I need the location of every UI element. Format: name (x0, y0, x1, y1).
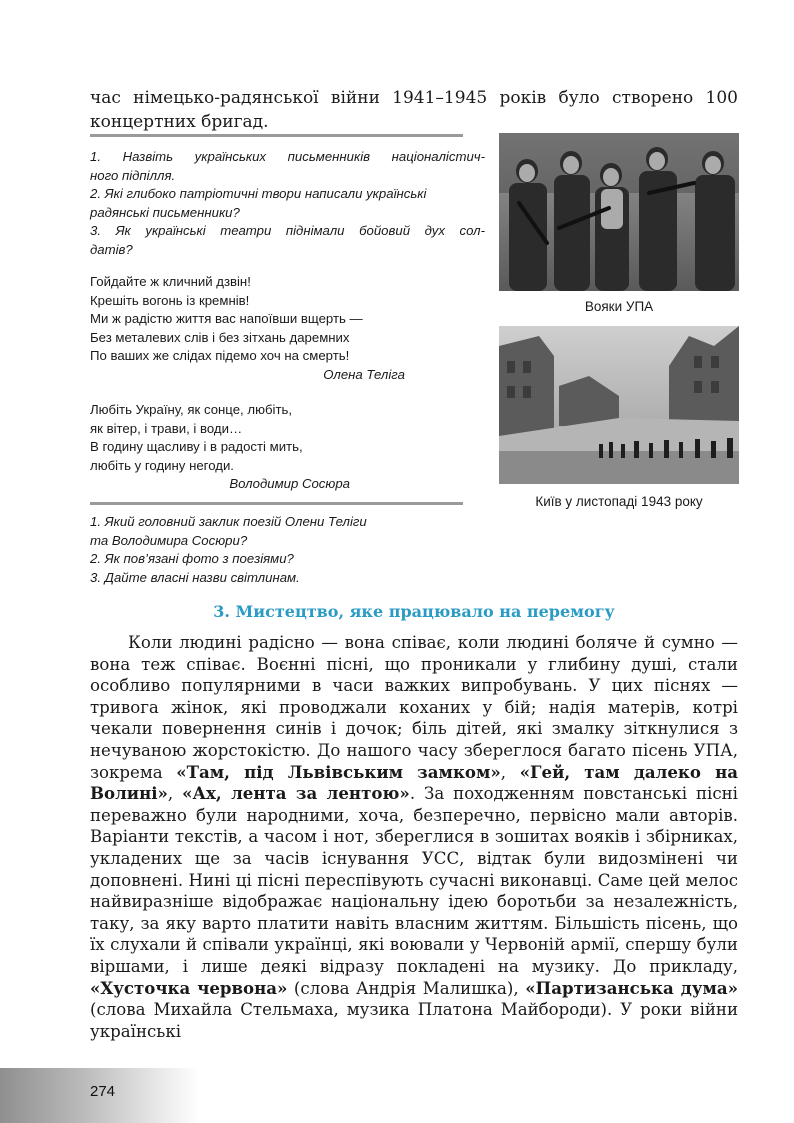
poem-line: Без металевих слів і без зітхань даремних (90, 329, 350, 345)
poem-author: Олена Теліга (323, 366, 405, 382)
question-line: 2. Як пов’язані фото з поезіями? (90, 551, 294, 566)
poem-line: Любіть Україну, як сонце, любіть, (90, 402, 293, 417)
poem-line: Гойдайте ж кличний дзвін! (90, 274, 251, 289)
body-text-run: . За походженням повстанські пісні переважно були народними, хоча, безперечно, первісно мали авторів. Варіанти текстів, а часом і нот, збереглися в зошитах вояків і збірниках, укладених ще за часів існування УСС, відтак були видозмінені чи доповнені. Нині ці пісні переспівують сучасні виконавці. Саме цей мелос найвиразніше відображає національну ідею боротьби за незалежність, таку, за яку варто платити навіть власним життям. Більшість пісень, що їх слухали й співали українці, які воювали у Червоній армії, спершу були віршами, і лише деякі відразу покладені на музику. До прикладу, (90, 784, 738, 976)
question-line: датів? (90, 241, 133, 257)
poem-line: В годину щасливу і в радості мить, (90, 439, 303, 454)
intro-paragraph: час німецько-радянської війни 1941–1945 років було створено 100 концертних бригад. (90, 88, 738, 132)
photo-upa-caption: Вояки УПА (584, 299, 654, 314)
body-text-run: , (167, 784, 183, 804)
section-title: 3. Мистецтво, яке працювало на перемогу (213, 602, 615, 621)
poem-line: Крешіть вогонь із кремнів! (90, 292, 250, 308)
song-title: «Гей, там далеко на Волині» (90, 761, 738, 804)
questions-divider-bottom (90, 502, 463, 505)
poem-line: як вітер, і трави, і води… (90, 420, 243, 436)
question-line: 1. Назвіть українських письменників націоналістич- (90, 149, 485, 164)
poem-line: Ми ж радістю життя вас напоївши вщерть — (90, 311, 363, 326)
poem-sosiura (90, 401, 485, 494)
questions-block-1 (90, 148, 485, 259)
question-line: 3. Дайте власні назви світлинам. (90, 569, 300, 585)
body-text-run: (слова Михайла Стельмаха, музика Платона Майбороди). У роки війни українські (90, 1000, 738, 1041)
song-title: «Хусточка червона» (90, 977, 288, 998)
body-text-run: (слова Андрія Малишка), (287, 978, 526, 998)
questions-block-2 (90, 513, 485, 587)
question-line: 2. Які глибоко патріотичні твори написали українські (90, 186, 427, 201)
question-line: радянські письменники? (90, 204, 240, 220)
poem-author: Володимир Сосюра (229, 476, 350, 491)
photo-kyiv-1943-image (499, 326, 739, 484)
question-line: 3. Як українські театри піднімали бойовий дух сол- (90, 223, 485, 238)
question-line: ного підпілля. (90, 167, 176, 183)
song-title: «Партизанська дума» (525, 977, 738, 998)
question-line: та Володимира Сосюри? (90, 532, 248, 548)
photo-kyiv-1943 (499, 326, 739, 484)
page-number: 274 (90, 1083, 116, 1100)
question-line: 1. Який головний заклик поезій Олени Теліги (90, 514, 367, 529)
song-title: «Там, під Львівським замком» (176, 761, 501, 782)
photo-kyiv-caption: Київ у листопаді 1943 року (535, 494, 703, 509)
questions-divider-top (90, 134, 463, 137)
body-paragraph (90, 632, 738, 1042)
song-title: «Ах, лента за лентою» (182, 783, 410, 804)
body-text-run: , (500, 762, 520, 782)
body-text-run: Коли людині радісно — вона співає, коли людині боляче й сумно — вона теж співає. Воєнні пісні, що проникали у глибину душі, стали особливо популярними в часи важких випробувань. У цих піснях — тривога жінок, які проводжали коханих у бій; надія матерів, котрі чекали повернення синів і дочок; біль дітей, які змалку зіткнулися з нечуваною жорстокістю. До нашого часу збереглося багато пісень УПА, зокрема (90, 633, 738, 782)
poem-teliha (90, 273, 485, 384)
photo-upa-soldiers-image (499, 133, 739, 291)
photo-upa-soldiers (499, 133, 739, 291)
poem-line: любіть у годину негоди. (90, 457, 234, 473)
poem-line: По ваших же слідах підемо хоч на смерть! (90, 348, 350, 363)
